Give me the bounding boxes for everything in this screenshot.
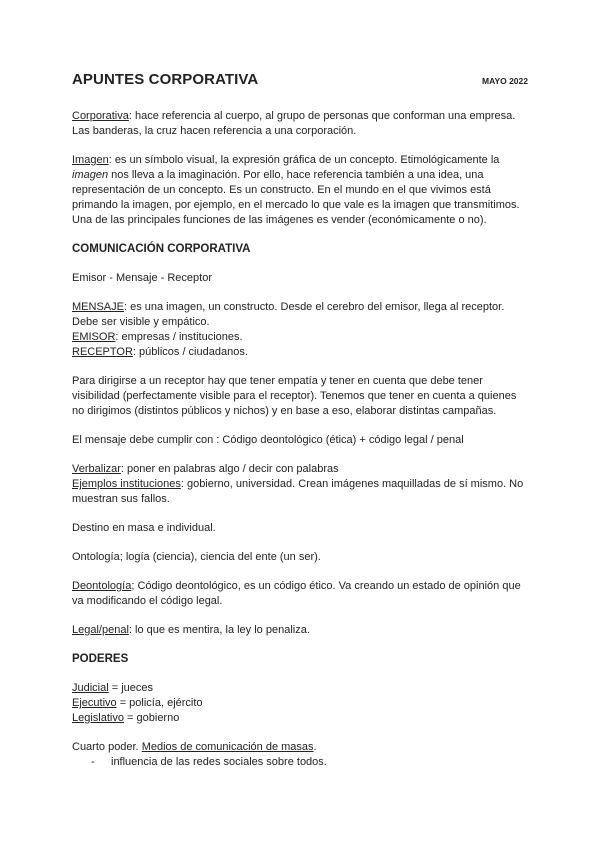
cuarto-poder-term: Medios de comunicación de masas [141,741,314,753]
document-header [72,71,528,91]
document-page [72,71,528,770]
judicial-term: Judicial [72,682,109,694]
empathy-para-line2: visibilidad (perfectamente visible para el receptor). Tenemos que tener en cuenta a quienes [72,390,517,402]
mensaje-term: MENSAJE [72,301,124,313]
deontologia-definition: Deontología; Código deontológico, es un código ético. Va creando un estado de opinión que [72,580,521,592]
legal-term: Legal/penal [72,624,129,636]
imagen-line5: Una de las principales funciones de las imágenes es vender (económicamente o no). [72,214,487,226]
receptor-term: RECEPTOR [72,346,133,358]
communication-scheme: Emisor - Mensaje - Receptor [72,272,212,284]
deontologia-line2: va modificando el código legal. [72,595,223,607]
ejemplos-term: Ejemplos instituciones [72,478,181,490]
emisor-term: EMISOR [72,331,116,343]
destino-line: Destino en masa e individual. [72,522,216,534]
empathy-para-line1: Para dirigirse a un receptor hay que tener empatía y tener en cuenta que debe tener [72,375,483,387]
legal-definition: Legal/penal: lo que es mentira, la ley lo penaliza. [72,624,310,636]
corporativa-definition [72,109,528,124]
imagen-line1: : es un símbolo visual, la expresión gráfica de un concepto. Etimológicamente la [108,154,500,166]
document-date: MAYO 2022 [482,76,528,86]
bullet-text: influencia de las redes sociales sobre todos. [111,756,327,768]
poder-judicial: Judicial = jueces [72,682,154,694]
ejecutivo-term: Ejecutivo [72,697,117,709]
poder-legislativo: Legislativo = gobierno [72,712,180,724]
ejemplos-definition: Ejemplos instituciones: gobierno, universidad. Crean imágenes maquilladas de sí mismo. No [72,478,524,490]
comunicacion-heading: COMUNICACIÓN CORPORATIVA [72,243,251,255]
receptor-definition: RECEPTOR: públicos / ciudadanos. [72,346,248,358]
imagen-line4: primando la imagen, por ejemplo, en el mercado lo que vale es la imagen que transmitimos. [72,199,520,211]
deontologia-term: Deontología [72,580,132,592]
imagen-italic-word: imagen [72,169,109,181]
emisor-definition: EMISOR: empresas / instituciones. [72,331,243,343]
mensaje-line2: Debe ser visible y empático. [72,316,210,328]
imagen-line3: representación de un concepto. Es un constructo. En el mundo en el que vivimos está [72,184,491,196]
poderes-heading: PODERES [72,653,129,665]
bullet-dash: - [91,756,95,768]
mensaje-definition: MENSAJE: es una imagen, un constructo. Desde el cerebro del emisor, llega al receptor. [72,301,505,313]
poder-ejecutivo: Ejecutivo = policía, ejército [72,697,203,709]
verbalizar-definition: Verbalizar: poner en palabras algo / decir con palabras [72,463,339,475]
cuarto-poder: Cuarto poder. Medios de comunicación de masas. [72,741,317,753]
empathy-para-line3: no dirigimos (distintos públicos y nichos) y en base a eso, elaborar distintas campañas. [72,405,497,417]
imagen-line2: imagen nos lleva a la imaginación. Por ello, hace referencia también a una idea, una [72,169,484,181]
legislativo-term: Legislativo [72,712,124,724]
verbalizar-term: Verbalizar [72,463,121,475]
corporativa-line2: Las banderas, la cruz hacen referencia a una corporación. [72,125,357,137]
corporativa-line1: : hace referencia al cuerpo, al grupo de personas que conforman una empresa. [128,110,516,122]
list-item [72,755,528,770]
imagen-term: Imagen [72,154,109,166]
mensaje-cumplir: El mensaje debe cumplir con : Código deontológico (ética) + código legal / penal [72,434,464,446]
corporativa-term: Corporativa [72,110,129,122]
imagen-definition [72,153,528,168]
document-title: APUNTES CORPORATIVA [72,71,259,88]
ontologia-line: Ontología; logía (ciencia), ciencia del ente (un ser). [72,551,321,563]
ejemplos-line2: muestran sus fallos. [72,493,170,505]
